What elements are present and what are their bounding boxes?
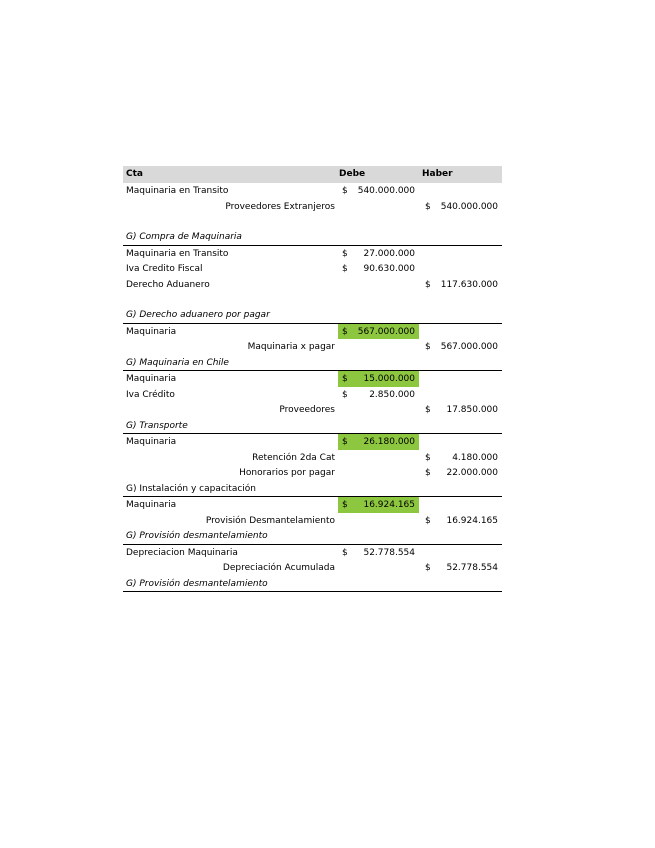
currency-symbol: $ [342,547,348,558]
spacer [123,214,502,229]
account-name: Maquinaria x pagar [247,342,335,352]
debe-amount [338,497,419,513]
haber-value: 16.924.165 [446,515,498,526]
account-name: Honorarios por pagar [239,468,335,478]
currency-symbol: $ [342,500,348,510]
header-debe: Debe [339,169,366,179]
gloss-text: G) Compra de Maquinaria [126,232,242,242]
currency-symbol: $ [342,374,348,384]
debe-amount [338,371,419,387]
currency-symbol: $ [342,326,348,337]
account-name: Proveedores Extranjeros [225,201,335,212]
haber-amount [421,339,502,355]
haber-value: 567.000.000 [440,342,498,352]
debe-value: 26.180.000 [363,437,415,447]
haber-amount [421,402,502,418]
entry-gloss [123,528,502,545]
debe-value: 15.000.000 [363,374,415,384]
debe-value: 27.000.000 [363,248,415,259]
account-name: Retención 2da Cat [252,452,335,463]
debe-amount [338,545,419,561]
currency-symbol: $ [342,437,348,447]
haber-value: 22.000.000 [446,468,498,478]
currency-symbol: $ [425,201,431,212]
account-name: Proveedores [279,405,335,415]
debe-value: 52.778.554 [363,547,415,558]
entry-line [123,199,502,215]
entry-line [123,261,502,277]
entry-line [123,387,502,403]
journal-entry [123,324,502,372]
entry-line [123,324,502,340]
currency-symbol: $ [425,342,431,352]
currency-symbol: $ [425,563,431,573]
table-header [123,166,502,183]
entry-line [123,545,502,561]
haber-amount [421,465,502,481]
header-haber: Haber [422,169,453,179]
currency-symbol: $ [425,468,431,478]
gloss-text: G) Provisión desmantelamiento [126,531,268,541]
gloss-text: G) Derecho aduanero por pagar [126,310,270,320]
haber-amount [421,277,502,293]
debe-value: 2.850.000 [369,389,415,400]
entry-line [123,434,502,450]
currency-symbol: $ [425,515,431,526]
journal-entries [123,183,502,592]
entry-line [123,371,502,387]
haber-amount [421,560,502,576]
account-name: Derecho Aduanero [126,279,210,290]
entry-gloss [123,229,502,246]
journal-entry [123,434,502,497]
currency-symbol: $ [342,186,348,196]
haber-value: 4.180.000 [452,452,498,463]
currency-symbol: $ [425,452,431,463]
debe-value: 540.000.000 [357,186,415,196]
debe-amount [338,246,419,262]
account-name: Depreciacion Maquinaria [126,547,238,558]
haber-value: 540.000.000 [440,201,498,212]
entry-line [123,465,502,481]
debe-value: 567.000.000 [357,326,415,337]
entry-line [123,450,502,466]
account-name: Maquinaria en Transito [126,186,229,196]
entry-gloss [123,576,502,593]
spacer [123,292,502,307]
journal-entry [123,183,502,246]
gloss-text: G) Maquinaria en Chile [126,357,229,368]
journal-entry [123,497,502,545]
entry-line [123,513,502,529]
entry-line [123,183,502,199]
haber-value: 117.630.000 [440,279,498,290]
journal-entry [123,371,502,434]
entry-gloss [123,355,502,372]
account-name: Iva Credito Fiscal [126,264,203,274]
entry-line [123,246,502,262]
journal-entry [123,246,502,324]
journal-table [123,166,502,592]
haber-amount [421,199,502,215]
currency-symbol: $ [342,389,348,400]
entry-gloss [123,418,502,435]
gloss-text: G) Instalación y capacitación [126,483,257,494]
haber-amount [421,513,502,529]
account-name: Maquinaria en Transito [126,248,229,259]
account-name: Maquinaria [126,437,177,447]
entry-gloss [123,481,502,498]
debe-amount [338,434,419,450]
haber-value: 17.850.000 [446,405,498,415]
debe-amount [338,183,419,199]
account-name: Maquinaria [126,374,177,384]
gloss-text: G) Transporte [126,420,188,431]
account-name: Maquinaria [126,326,177,337]
account-name: Provisión Desmantelamiento [205,515,335,526]
header-cta: Cta [126,169,143,179]
debe-amount [338,261,419,277]
account-name: Depreciación Acumulada [222,563,335,573]
entry-line [123,497,502,513]
account-name: Iva Crédito [126,389,175,400]
currency-symbol: $ [342,248,348,259]
journal-entry [123,545,502,593]
currency-symbol: $ [425,405,431,415]
debe-amount [338,324,419,340]
currency-symbol: $ [342,264,348,274]
entry-line [123,339,502,355]
haber-amount [421,450,502,466]
debe-amount [338,387,419,403]
entry-gloss [123,307,502,324]
entry-line [123,402,502,418]
gloss-text: G) Provisión desmantelamiento [126,578,268,589]
debe-value: 90.630.000 [363,264,415,274]
debe-value: 16.924.165 [363,500,415,510]
account-name: Maquinaria [126,500,177,510]
haber-value: 52.778.554 [446,563,498,573]
currency-symbol: $ [425,279,431,290]
entry-line [123,560,502,576]
entry-line [123,277,502,293]
